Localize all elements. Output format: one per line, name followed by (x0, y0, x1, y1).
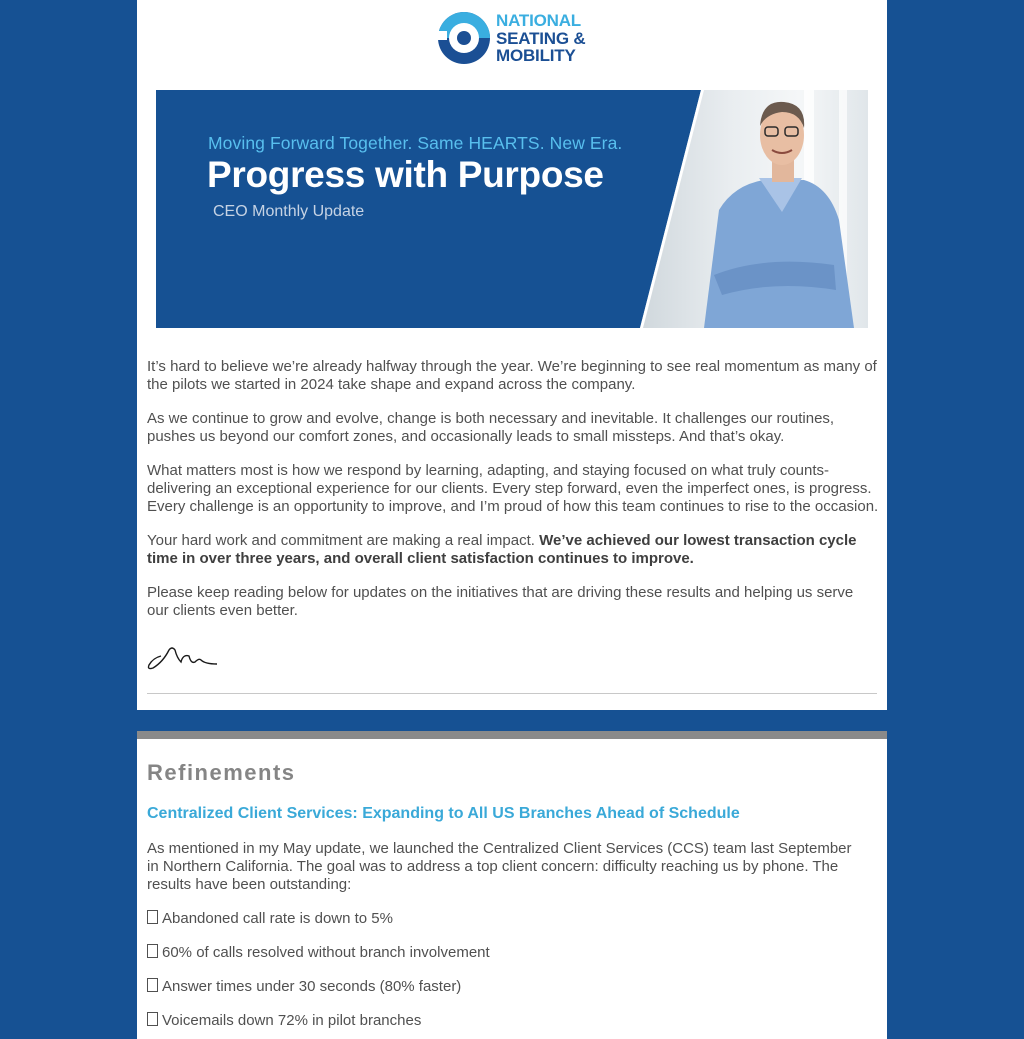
checkbox-glyph-icon (147, 910, 158, 924)
ceo-signature-image (147, 640, 219, 676)
intro-paragraph-4 (147, 532, 879, 568)
intro-paragraph-1: It’s hard to believe we’re already halfway through the year. We’re beginning to see real momentum as many of the pilots we started in 2024 take shape and expand across the company. (147, 358, 877, 393)
checkbox-glyph-icon (147, 978, 158, 992)
company-logo[interactable] (437, 10, 597, 66)
checkbox-glyph-icon (147, 944, 158, 958)
email-body (137, 0, 887, 1029)
article-body: As mentioned in my May update, we launched the Centralized Client Services (CCS) team last September in Northern California. The goal was to address a top client concern: difficulty reaching us by phone. The results have been outstanding: (147, 840, 852, 893)
logo-line-1: NATIONAL (496, 11, 581, 30)
intro-paragraph-4-text: Your hard work and commitment are making a real impact. (147, 532, 540, 549)
section-heading: Refinements (147, 760, 296, 785)
banner-title: Progress with Purpose (207, 154, 604, 195)
logo-wordmark (496, 12, 586, 65)
list-item (147, 910, 867, 928)
list-item-text: Voicemails down 72% in pilot branches (162, 1012, 422, 1029)
refinements-card (137, 731, 887, 1039)
list-item (147, 944, 867, 962)
intro-paragraph-5: Please keep reading below for updates on the initiatives that are driving these results and helping us serve our clients even better. (147, 584, 854, 619)
list-item (147, 1012, 867, 1030)
logo-line-2: SEATING & (496, 28, 586, 48)
article-title-link[interactable]: Centralized Client Services: Expanding to All US Branches Ahead of Schedule (147, 805, 740, 822)
intro-paragraph-2: As we continue to grow and evolve, change is both necessary and inevitable. It challenges our routines, pushes us beyond our comfort zones, and occasionally leads to small missteps. And that’s okay. (147, 410, 835, 445)
section-divider (147, 693, 877, 694)
hero-banner[interactable] (156, 90, 868, 328)
list-item-text: Answer times under 30 seconds (80% faster) (162, 978, 462, 995)
list-item-text: Abandoned call rate is down to 5% (162, 910, 393, 927)
logo-ring-icon (437, 11, 491, 65)
list-item-text: 60% of calls resolved without branch involvement (162, 944, 490, 961)
list-item (147, 978, 867, 996)
logo-line-3: MOBILITY (496, 46, 576, 65)
intro-paragraph-3: What matters most is how we respond by learning, adapting, and staying focused on what truly counts-delivering an exceptional experience for our clients. Every step forward, even the imperfect ones, is progress. Every challenge is an opportunity to improve, and I’m proud of how this team continues to rise to the occasion. (147, 462, 879, 515)
banner-tagline: Moving Forward Together. Same HEARTS. New Era. (208, 133, 623, 153)
ceo-update-card (137, 0, 887, 710)
banner-subtitle: CEO Monthly Update (213, 203, 365, 220)
intro-paragraph-4-highlight: We’ve achieved our lowest transaction cycle time in over three years, and overall client satisfaction continues to improve. (147, 532, 857, 567)
